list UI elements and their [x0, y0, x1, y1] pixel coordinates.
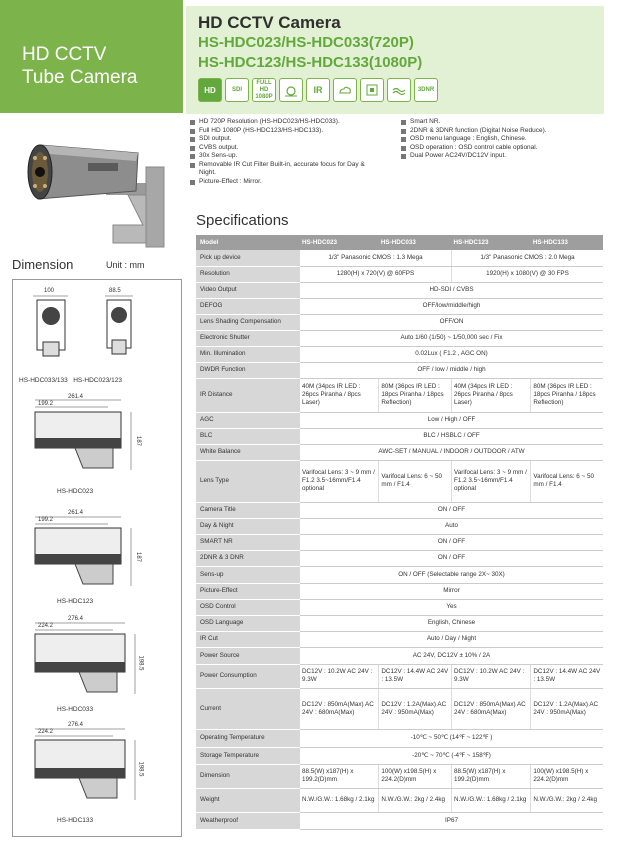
- table-row: [196, 444, 603, 460]
- models-1080p: HS-HDC123/HS-HDC133(1080P): [198, 54, 423, 71]
- row-label: Pick up device: [196, 250, 300, 266]
- cell: 1280(H) x 720(V) @ 60FPS: [300, 266, 451, 282]
- row-label: Lens Shading Compensation: [196, 314, 300, 330]
- table-row: [196, 502, 603, 518]
- row-label: Camera Title: [196, 502, 300, 518]
- table-row: [196, 534, 603, 550]
- side-view-2: [35, 517, 131, 586]
- model-name: HS-HDC133: [57, 817, 94, 824]
- dimension-unit: Unit : mm: [106, 260, 145, 270]
- table-row: [196, 282, 603, 298]
- cell: AWC-SET / MANUAL / INDOOR / OUTDOOR / ATW: [300, 444, 603, 460]
- cell: DC12V : 10.2W AC 24V : 9.3W: [300, 664, 379, 688]
- row-label: White Balance: [196, 444, 300, 460]
- brand-panel: [0, 0, 183, 113]
- row-label: IR Cut: [196, 631, 300, 647]
- cell: 80M (36pcs IR LED : 18pcs Piranha / 18pcs Reflection): [531, 378, 603, 412]
- table-row: [196, 298, 603, 314]
- row-label: Sens-up: [196, 566, 300, 583]
- ir-badge-icon: IR: [306, 78, 330, 102]
- feature-badges: [198, 78, 438, 102]
- row-label: Day & Night: [196, 518, 300, 534]
- row-label: Operating Temperature: [196, 729, 300, 747]
- table-row: [196, 362, 603, 378]
- dim-top: 261.4: [68, 510, 84, 516]
- cell: AC 24V, DC12V ± 10% / 2A: [300, 647, 603, 664]
- row-label: Electronic Shutter: [196, 330, 300, 346]
- table-row: [196, 747, 603, 764]
- row-label: OSD Control: [196, 599, 300, 615]
- dimension-heading: Dimension: [12, 257, 74, 272]
- table-row: [196, 583, 603, 599]
- table-row: [196, 266, 603, 282]
- cell: DC12V : 1.2A(Max) AC 24V : 950mA(Max): [531, 688, 603, 729]
- cell: Varifocal Lens: 6 ~ 50 mm / F1.4: [379, 460, 452, 502]
- row-label: Min. Illumination: [196, 346, 300, 362]
- table-row: [196, 346, 603, 362]
- dim-height: 187: [135, 551, 142, 563]
- feature-item: Full HD 1080P (HS-HDC123/HS-HDC133).: [190, 127, 378, 136]
- table-row: [196, 631, 603, 647]
- cell: ON / OFF: [300, 502, 603, 518]
- cell: DC12V : 14.4W AC 24V : 13.5W: [379, 664, 452, 688]
- row-label: IR Distance: [196, 378, 300, 412]
- table-row: [196, 518, 603, 534]
- cell: 88.5(W) x187(H) x 199.2(D)mm: [300, 764, 379, 788]
- model-name: HS-HDC123: [57, 598, 94, 605]
- row-label: Weight: [196, 788, 300, 812]
- front-width-1: 100: [44, 288, 55, 294]
- cell: Mirror: [300, 583, 603, 599]
- cell: N.W./G.W.: 1.68kg / 2.1kg: [451, 788, 530, 812]
- cell: Auto / Day / Night: [300, 631, 603, 647]
- brand-line-2: Tube Camera: [22, 67, 138, 88]
- cell: 80M (36pcs IR LED : 18pcs Piranha / 18pcs Reflection): [379, 378, 452, 412]
- cell: 88.5(W) x187(H) x 199.2(D)mm: [451, 764, 530, 788]
- feature-item: OSD menu language : English, Chinese.: [401, 135, 601, 144]
- dim-height: 187: [135, 435, 142, 447]
- table-row: [196, 412, 603, 428]
- row-label: Resolution: [196, 266, 300, 282]
- cell: OFF/ON: [300, 314, 603, 330]
- table-row: [196, 599, 603, 615]
- fullhd-badge-icon: FULL HD 1080P: [252, 78, 276, 102]
- cell: N.W./G.W.: 2kg / 2.4kg: [379, 788, 452, 812]
- row-label: OSD Language: [196, 615, 300, 631]
- table-row: [196, 615, 603, 631]
- column-header: HS-HDC123: [451, 235, 530, 250]
- row-label: Power Source: [196, 647, 300, 664]
- cell: OFF/low/middle/high: [300, 298, 603, 314]
- table-row: [196, 647, 603, 664]
- column-header: HS-HDC133: [531, 235, 603, 250]
- hd-badge-icon: HD: [198, 78, 222, 102]
- cell: Yes: [300, 599, 603, 615]
- cell: 1920(H) x 1080(V) @ 30 FPS: [451, 266, 603, 282]
- cell: ON / OFF: [300, 550, 603, 566]
- cell: Varifocal Lens: 6 ~ 50 mm / F1.4: [531, 460, 603, 502]
- cell: BLC / HSBLC / OFF: [300, 428, 603, 444]
- cell: DC12V : 850mA(Max) AC 24V : 680mA(Max): [300, 688, 379, 729]
- cell: DC12V : 850mA(Max) AC 24V : 680mA(Max): [451, 688, 530, 729]
- cloud-badge-icon: [333, 78, 357, 102]
- row-label: Lens Type: [196, 460, 300, 502]
- feature-item: Dual Power AC24V/DC12V input.: [401, 152, 601, 161]
- column-header: HS-HDC023: [300, 235, 379, 250]
- feature-item: 30x Sens-up.: [190, 152, 378, 161]
- cell: 40M (34pcs IR LED : 26pcs Piranha / 8pcs Laser): [451, 378, 530, 412]
- row-label: Power Consumption: [196, 664, 300, 688]
- dim-height: 198.5: [137, 655, 144, 671]
- cell: 0.02Lux ( F1.2 , AGC ON): [300, 346, 603, 362]
- cell: Varifocal Lens: 3 ~ 9 mm / F1.2 3.5~16mm/F1.4 optional: [300, 460, 379, 502]
- side-view-3: [35, 623, 135, 694]
- 3dnr-badge-icon: 3DNR: [414, 78, 438, 102]
- cell: -20℃ ~ 70℃ (-4℉ ~ 158℉): [300, 747, 603, 764]
- cell: -10℃ ~ 50℃ (14℉ ~ 122℉ ): [300, 729, 603, 747]
- row-label: BLC: [196, 428, 300, 444]
- cell: OFF / low / middle / high: [300, 362, 603, 378]
- row-label: Storage Temperature: [196, 747, 300, 764]
- cell: 100(W) x198.5(H) x 224.2(D)mm: [531, 764, 603, 788]
- brand-line-1: HD CCTV: [22, 44, 107, 65]
- cell: 1/3" Panasonic CMOS : 2.0 Mega: [451, 250, 603, 266]
- feature-item: HD 720P Resolution (HS-HDC023/HS-HDC033).: [190, 118, 378, 127]
- table-row: [196, 314, 603, 330]
- camera-image: [18, 125, 168, 250]
- cell: Auto 1/60 (1/50) ~ 1/50,000 sec / Fix: [300, 330, 603, 346]
- dim-height: 198.5: [137, 761, 144, 777]
- table-row: [196, 688, 603, 729]
- cell: Auto: [300, 518, 603, 534]
- table-row: [196, 330, 603, 346]
- cell: Low / High / OFF: [300, 412, 603, 428]
- table-row: [196, 664, 603, 688]
- dim-top: 276.4: [68, 722, 84, 728]
- dim-inner: 199.2: [38, 517, 54, 523]
- cell: N.W./G.W.: 2kg / 2.4kg: [531, 788, 603, 812]
- sdi-badge-icon: SDI: [225, 78, 249, 102]
- features-list-right: [401, 118, 601, 161]
- table-row: [196, 764, 603, 788]
- dim-inner: 224.2: [38, 623, 54, 629]
- dimension-drawings: [12, 279, 182, 837]
- ipx-badge-icon: [387, 78, 411, 102]
- side-view-1: [35, 400, 131, 470]
- cell: DC12V : 14.4W AC 24V : 13.5W: [531, 664, 603, 688]
- cell: ON / OFF: [300, 534, 603, 550]
- specifications-heading: Specifications: [196, 212, 289, 229]
- table-row: [196, 550, 603, 566]
- row-label: DEFOG: [196, 298, 300, 314]
- cell: Varifocal Lens: 3 ~ 9 mm / F1.2 3.5~16mm/F1.4 optional: [451, 460, 530, 502]
- cell: English, Chinese: [300, 615, 603, 631]
- feature-item: OSD operation : OSD control cable optional.: [401, 144, 601, 153]
- cell: N.W./G.W.: 1.68kg / 2.1kg: [300, 788, 379, 812]
- row-label: DWDR Function: [196, 362, 300, 378]
- cell: IP67: [300, 812, 603, 829]
- dim-inner: 199.2: [38, 401, 54, 407]
- page-title: HD CCTV Camera: [198, 13, 341, 32]
- table-row: [196, 788, 603, 812]
- table-header-row: [196, 235, 603, 250]
- cell: 1/3" Panasonic CMOS : 1.3 Mega: [300, 250, 451, 266]
- side-view-4: [35, 729, 135, 800]
- cell: DC12V : 10.2W AC 24V : 9.3W: [451, 664, 530, 688]
- dim-top: 261.4: [68, 394, 84, 400]
- row-label: Picture-Effect: [196, 583, 300, 599]
- dim-inner: 224.2: [38, 729, 54, 735]
- table-row: [196, 250, 603, 266]
- table-row: [196, 460, 603, 502]
- table-row: [196, 428, 603, 444]
- column-header: Model: [196, 235, 300, 250]
- osd-badge-icon: [360, 78, 384, 102]
- feature-item: SDI output.: [190, 135, 378, 144]
- front-width-2: 88.5: [109, 288, 121, 294]
- specifications-table: [196, 235, 603, 830]
- cell: HD-SDI / CVBS: [300, 282, 603, 298]
- features-list-left: [190, 118, 378, 186]
- table-row: [196, 566, 603, 583]
- dim-top: 276.4: [68, 616, 84, 622]
- model-name: HS-HDC033: [57, 706, 94, 713]
- table-row: [196, 812, 603, 829]
- row-label: Dimension: [196, 764, 300, 788]
- cell: 40M (34pcs IR LED : 26pcs Piranha / 8pcs Laser): [300, 378, 379, 412]
- row-label: AGC: [196, 412, 300, 428]
- table-row: [196, 729, 603, 747]
- cell: 100(W) x198.5(H) x 224.2(D)mm: [379, 764, 452, 788]
- cell: ON / OFF (Selectable range 2X~ 30X): [300, 566, 603, 583]
- row-label: SMART NR: [196, 534, 300, 550]
- row-label: Video Output: [196, 282, 300, 298]
- feature-item: Smart NR.: [401, 118, 601, 127]
- model-name: HS-HDC023: [57, 488, 94, 495]
- models-720p: HS-HDC023/HS-HDC033(720P): [198, 34, 414, 51]
- row-label: 2DNR & 3 DNR: [196, 550, 300, 566]
- feature-item: Picture-Effect : Mirror.: [190, 178, 378, 187]
- sun-badge-icon: [279, 78, 303, 102]
- front-views-label: HS-HDC033/133 HS-HDC023/123: [19, 377, 122, 384]
- feature-item: Removable IR Cut Filter Built-in, accurate focus for Day & Night.: [190, 161, 378, 178]
- row-label: Weatherproof: [196, 812, 300, 829]
- table-row: [196, 378, 603, 412]
- row-label: Current: [196, 688, 300, 729]
- dimension-drawings-svg: [13, 280, 183, 838]
- feature-item: 2DNR & 3DNR function (Digital Noise Reduce).: [401, 127, 601, 136]
- feature-item: CVBS output.: [190, 144, 378, 153]
- cell: DC12V : 1.2A(Max) AC 24V : 950mA(Max): [379, 688, 452, 729]
- column-header: HS-HDC033: [379, 235, 452, 250]
